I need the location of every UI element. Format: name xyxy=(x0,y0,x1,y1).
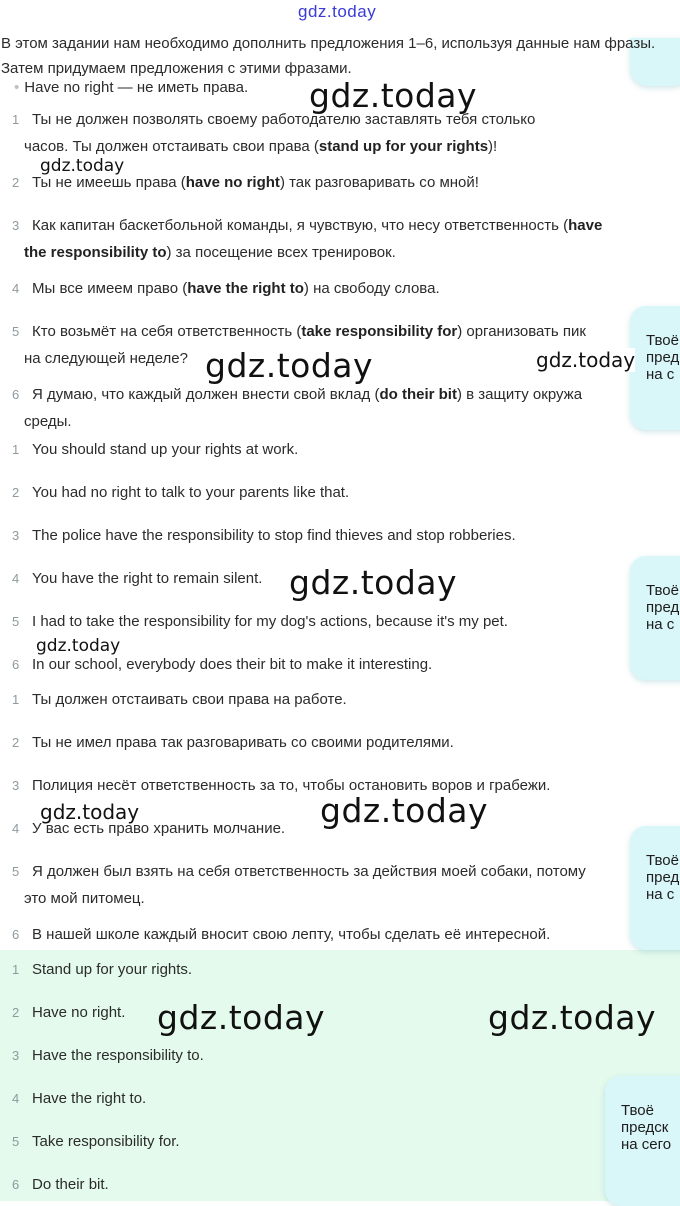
sentence-line: Мы все имеем право (have the right to) на свободу слова. xyxy=(32,280,440,297)
watermark: gdz.today xyxy=(205,346,374,385)
item-number: 4 xyxy=(12,1091,20,1106)
sentence-line: Я должен был взять на себя ответственность за действия моей собаки, потому xyxy=(32,863,586,880)
item-number: 4 xyxy=(12,571,20,586)
sentence-line: Полиция несёт ответственность за то, чтобы остановить воров и грабежи. xyxy=(32,777,551,794)
item-number: 2 xyxy=(12,175,20,190)
watermark: gdz.today xyxy=(320,791,489,830)
answer-text: Stand up for your rights. xyxy=(32,961,193,978)
item-number: 3 xyxy=(12,778,20,793)
bullet-text: Have no right — не иметь права. xyxy=(24,79,249,96)
item-number: 3 xyxy=(12,1048,20,1063)
answer-text: Do their bit. xyxy=(32,1176,109,1193)
item-number: 4 xyxy=(12,281,20,296)
watermark: gdz.today xyxy=(309,76,478,115)
answer-text: Have no right. xyxy=(32,1004,126,1021)
sentence-line: You had no right to talk to your parents like that. xyxy=(32,484,350,501)
watermark: gdz.today xyxy=(536,348,636,372)
item-number: 6 xyxy=(12,657,20,672)
item-number: 1 xyxy=(12,442,20,457)
sentence-line: You have the right to remain silent. xyxy=(32,570,263,587)
answer-text: Have the responsibility to. xyxy=(32,1047,204,1064)
sentence-line: Как капитан баскетбольной команды, я чувствую, что несу ответственность (have xyxy=(32,217,603,234)
sentence-line: Кто возьмёт на себя ответственность (take responsibility for) организовать пик xyxy=(32,323,586,340)
item-number: 2 xyxy=(12,735,20,750)
side-card[interactable] xyxy=(605,1076,680,1206)
sentence-line-2: это мой питомец. xyxy=(24,890,145,907)
answer-text: Take responsibility for. xyxy=(32,1133,180,1150)
sentence-line: In our school, everybody does their bit to make it interesting. xyxy=(32,656,433,673)
watermark: gdz.today xyxy=(40,156,125,176)
item-number: 1 xyxy=(12,112,20,127)
side-card-line: предск xyxy=(621,1119,669,1136)
watermark: gdz.today xyxy=(40,800,140,824)
sentence-line: Ты должен отстаивать свои права на работе. xyxy=(32,691,347,708)
item-number: 6 xyxy=(12,387,20,402)
side-card-line: на с xyxy=(646,366,675,383)
bullet-dot-icon: • xyxy=(14,79,20,96)
watermark: gdz.today xyxy=(488,998,657,1037)
sentence-line-2: часов. Ты должен отстаивать свои права (stand up for your rights)! xyxy=(24,138,498,155)
answer-text: Have the right to. xyxy=(32,1090,147,1107)
sentence-line: Ты не имел права так разговаривать со своими родителями. xyxy=(32,734,454,751)
item-number: 2 xyxy=(12,1005,20,1020)
watermark: gdz.today xyxy=(36,636,121,656)
item-number: 6 xyxy=(12,1177,20,1192)
sentence-line-2: среды. xyxy=(24,413,72,430)
item-number: 5 xyxy=(12,1134,20,1149)
sentence-line: The police have the responsibility to stop find thieves and stop robberies. xyxy=(32,527,516,544)
item-number: 6 xyxy=(12,927,20,942)
intro-text: В этом задании нам необходимо дополнить предложения 1–6, используя данные нам фразы. Затем придумаем предложения с этими фразами. xyxy=(1,35,656,77)
item-number: 2 xyxy=(12,485,20,500)
side-card[interactable] xyxy=(630,556,680,680)
side-card-line: пред xyxy=(646,599,680,616)
side-card-line: на с xyxy=(646,616,675,633)
side-card[interactable] xyxy=(630,826,680,950)
side-card-line: на сего xyxy=(621,1136,672,1153)
item-number: 5 xyxy=(12,864,20,879)
side-card-line: Твоё xyxy=(646,332,679,349)
side-card-line: Твоё xyxy=(621,1102,654,1119)
side-card-line: на с xyxy=(646,886,675,903)
sentence-line: Ты не должен позволять своему работодателю заставлять тебя столько xyxy=(32,111,536,128)
side-card-line: пред xyxy=(646,869,680,886)
side-card-line: Твоё xyxy=(646,852,679,869)
sentence-line: Ты не имеешь права (have no right) так разговаривать со мной! xyxy=(32,174,479,191)
item-number: 1 xyxy=(12,692,20,707)
item-number: 5 xyxy=(12,324,20,339)
sentence-line: You should stand up your rights at work. xyxy=(32,441,299,458)
side-card[interactable] xyxy=(630,306,680,430)
sentence-line-2: на следующей неделе? xyxy=(24,350,188,367)
sentence-line: В нашей школе каждый вносит свою лепту, чтобы сделать её интересной. xyxy=(32,926,551,943)
top-watermark: gdz.today xyxy=(298,2,377,21)
item-number: 3 xyxy=(12,218,20,233)
watermark: gdz.today xyxy=(157,998,326,1037)
watermark: gdz.today xyxy=(289,563,458,602)
sentence-line: У вас есть право хранить молчание. xyxy=(32,820,286,837)
side-card-line: Твоё xyxy=(646,582,679,599)
side-card-line: пред xyxy=(646,349,680,366)
sentence-line: Я думаю, что каждый должен внести свой вклад (do their bit) в защиту окружа xyxy=(32,386,583,403)
item-number: 3 xyxy=(12,528,20,543)
item-number: 5 xyxy=(12,614,20,629)
item-number: 1 xyxy=(12,962,20,977)
sentence-line-2: the responsibility to) за посещение всех тренировок. xyxy=(24,244,396,261)
sentence-line: I had to take the responsibility for my dog's actions, because it's my pet. xyxy=(32,613,508,630)
item-number: 4 xyxy=(12,821,20,836)
answers-panel xyxy=(0,950,680,1201)
bullet-item xyxy=(14,79,248,96)
